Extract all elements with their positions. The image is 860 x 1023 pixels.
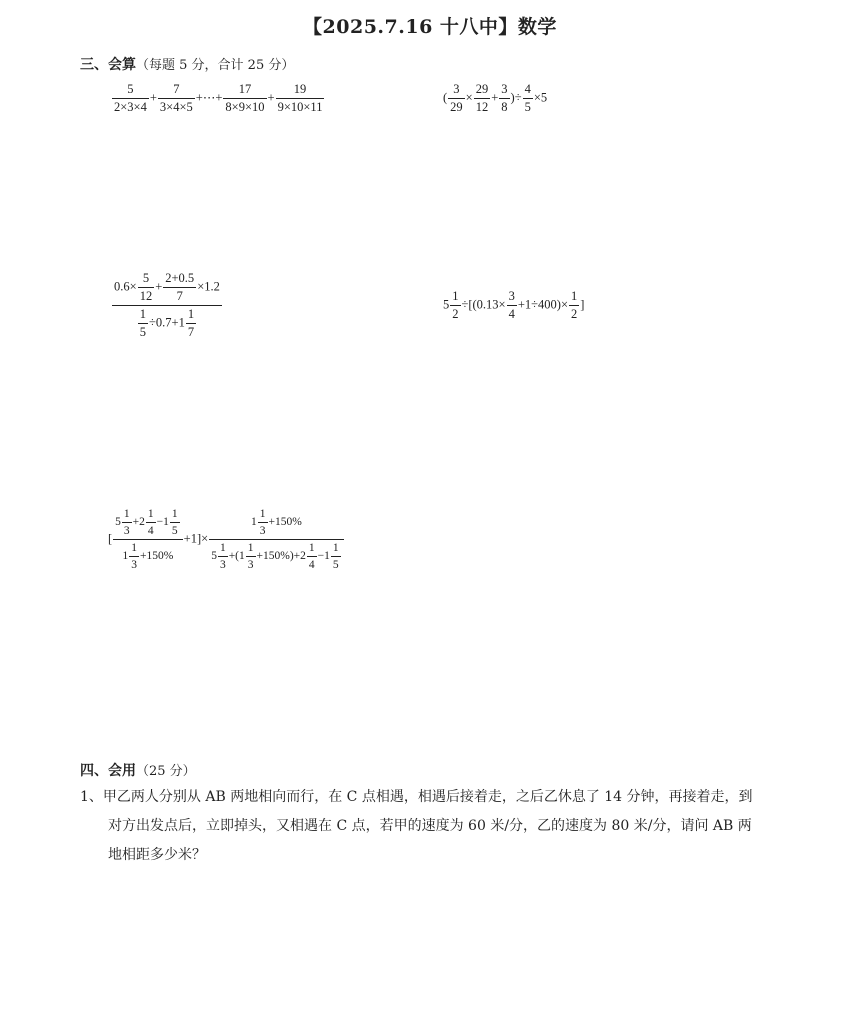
problem-1-line-1: 1、甲乙两人分别从 AB 两地相向而行，在 C 点相遇，相遇后接着走，之后乙休息了 14 分钟，再接着走，到 bbox=[80, 789, 753, 805]
q3-expression bbox=[111, 272, 223, 340]
word-problem-1 bbox=[80, 783, 800, 870]
q1-frac-3: $\frac{17}{8\times 9\times 10}$ bbox=[225, 82, 265, 115]
section-3-title: 三、会算 bbox=[80, 57, 136, 73]
section-4-note: （25 分） bbox=[136, 764, 196, 779]
problem-1-line-3: 地相距多少米？ bbox=[108, 847, 206, 863]
page-title: 【2025.7.16 十八中】数学 bbox=[303, 16, 557, 38]
q5-left-fraction: 5 $\frac{1}{3}$ +2 $\frac{1}{4}$ −1 $\frac{1}{5}$ 1 $\frac{1}{3}$ +150% bbox=[113, 508, 183, 571]
q2-expression: ( $\frac{3}{29}$ × $\frac{29}{12}$ + $\frac{3}{8}$ )÷ $\frac{4}{5}$ ×5 bbox=[443, 82, 548, 115]
q5-expression: [ 5 $\frac{1}{3}$ +2 $\frac{1}{4}$ −1 $\frac{1}{5}$ 1 $\frac{1}{3}$ +150% +1]× 1 $\frac{1}{3}$ +150% 5 $\frac{1}{3}$ +(1 $\frac{1}{3}$ +150%)+2 $\frac{1}{4}$ −1 $\frac{1}{5}$ bbox=[108, 508, 345, 571]
q1-frac-1: $\frac{5}{2\times 3\times 4}$ bbox=[114, 82, 147, 115]
q3-denominator: $\frac{1}{5}$ ÷0.7+1 $\frac{1}{7}$ bbox=[139, 307, 195, 340]
q3-complex-fraction bbox=[112, 272, 222, 340]
q2-frac-4: $\frac{4}{5}$ bbox=[524, 82, 531, 115]
q2-frac-1: $\frac{3}{29}$ bbox=[450, 82, 463, 115]
q1-frac-2: $\frac{7}{3\times 4\times 5}$ bbox=[159, 82, 193, 115]
section-3-heading bbox=[80, 54, 294, 74]
q4-expression: 5 $\frac{1}{2}$ ÷[(0.13× $\frac{3}{4}$ +1÷400)× $\frac{1}{2}$ ] bbox=[443, 289, 585, 322]
q3-numerator: 0.6× $\frac{5}{12}$ + $\frac{2+0.5}{7}$ ×1.2 bbox=[112, 272, 222, 306]
problem-1-line-2: 对方出发点后，立即掉头，又相遇在 C 点，若甲的速度为 60 米/分，乙的速度为 80 米/分，请问 AB 两 bbox=[108, 818, 752, 834]
section-3-note: （每题 5 分，合计 25 分） bbox=[136, 58, 295, 73]
q2-frac-3: $\frac{3}{8}$ bbox=[501, 82, 508, 115]
q5-right-fraction: 1 $\frac{1}{3}$ +150% 5 $\frac{1}{3}$ +(1 $\frac{1}{3}$ +150%)+2 $\frac{1}{4}$ −1 $\frac{1}{5}$ bbox=[209, 508, 343, 571]
q2-frac-2: $\frac{29}{12}$ bbox=[475, 82, 489, 115]
q1-expression: $\frac{5}{2\times 3\times 4}$ + $\frac{7}{3\times 4\times 5}$ +⋯+ $\frac{17}{8\times 9\times 10}$ + $\frac{19}{9\times 10\times 11}$ bbox=[114, 82, 323, 115]
q1-frac-4: $\frac{19}{9\times 10\times 11}$ bbox=[277, 82, 323, 115]
section-4-title: 四、会用 bbox=[80, 763, 136, 779]
section-4-heading bbox=[80, 760, 196, 780]
